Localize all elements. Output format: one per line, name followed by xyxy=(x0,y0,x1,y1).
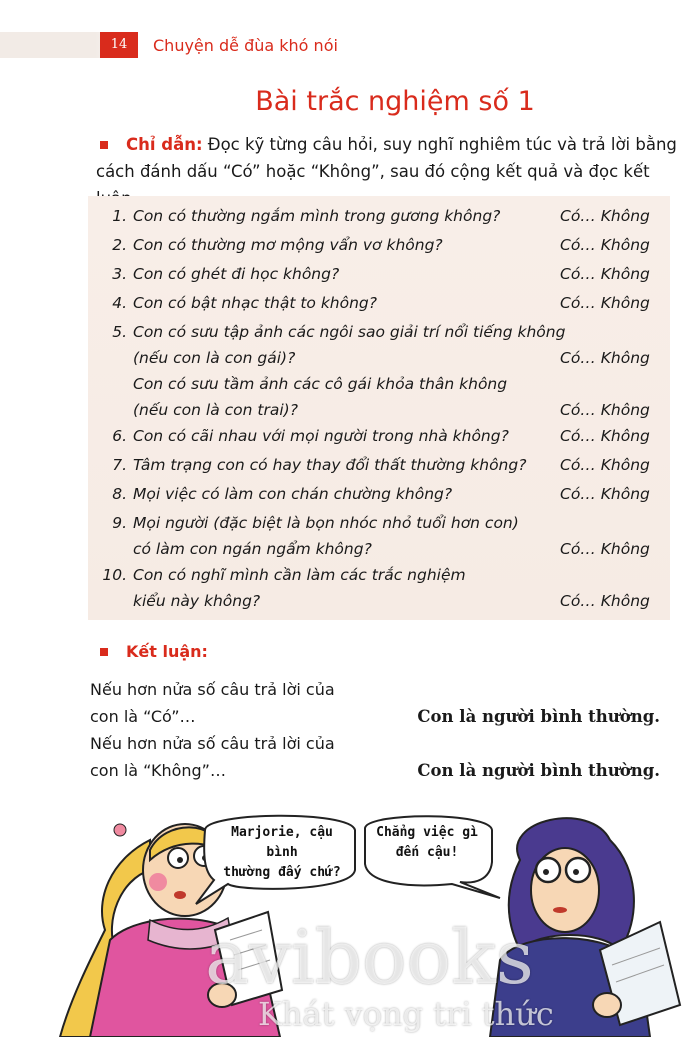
question-line: Mọi việc có làm con chán chường không? xyxy=(133,485,453,503)
answer-options: Có… Không xyxy=(560,592,650,610)
question-text xyxy=(133,319,565,371)
conclusion-row1-line1: Nếu hơn nửa số câu trả lời của xyxy=(90,680,335,699)
watermark-slogan: Khát vọng tri thức xyxy=(258,995,554,1033)
conclusion-row1-line2: con là “Có”… xyxy=(90,707,196,726)
question-number: 7. xyxy=(112,456,127,474)
speech-bubble-right-text xyxy=(366,823,488,863)
instructions-line-2: cách đánh dấu “Có” hoặc “Không”, sau đó cộng kết quả và đọc kết xyxy=(96,162,650,181)
question-line: Con có cãi nhau với mọi người trong nhà không? xyxy=(133,427,509,445)
answer-options: Có… Không xyxy=(560,265,650,283)
conclusion-label: Kết luận: xyxy=(126,642,208,661)
question-number: 10. xyxy=(102,566,127,584)
question-line: có làm con ngán ngẩm không? xyxy=(133,540,372,558)
question-text xyxy=(133,423,509,449)
question-number: 2. xyxy=(112,236,127,254)
question-text xyxy=(133,232,443,258)
question-line: Con có nghĩ mình cần làm các trắc nghiệm xyxy=(133,566,466,584)
question-item xyxy=(100,232,443,258)
watermark-brand: avibooks xyxy=(205,915,534,1001)
answer-options: Có… Không xyxy=(560,540,650,558)
question-line: Con có sưu tầm ảnh các cô gái khỏa thân không xyxy=(133,375,508,393)
question-line: Con có ghét đi học không? xyxy=(133,265,340,283)
running-title: Chuyện dễ đùa khó nói xyxy=(153,36,338,55)
answer-options: Có… Không xyxy=(560,349,650,367)
question-number: 3. xyxy=(112,265,127,283)
question-text xyxy=(133,562,466,614)
question-line: Mọi người (đặc biệt là bọn nhóc nhỏ tuổi hơn con) xyxy=(133,514,519,532)
answer-options: Có… Không xyxy=(560,236,650,254)
question-line: Con có thường ngắm mình trong gương không? xyxy=(133,207,501,225)
question-item xyxy=(100,203,500,229)
question-item xyxy=(100,290,377,316)
conclusion-row2-line2: con là “Không”… xyxy=(90,761,226,780)
answer-options: Có… Không xyxy=(560,207,650,225)
quiz-title: Bài trắc nghiệm số 1 xyxy=(255,86,535,117)
question-text xyxy=(133,481,452,507)
question-line: kiểu này không? xyxy=(133,592,261,610)
conclusion-row2-result: Con là người bình thường. xyxy=(417,761,660,780)
question-item xyxy=(100,452,526,478)
answer-options: Có… Không xyxy=(560,456,650,474)
speech-right-line-2: đến cậu! xyxy=(395,845,459,860)
question-number: 9. xyxy=(112,514,127,532)
question-item xyxy=(100,371,507,423)
speech-left-line-2: thường đấy chứ? xyxy=(223,865,341,880)
instructions-label: Chỉ dẫn: xyxy=(126,135,203,154)
page-number: 14 xyxy=(100,32,138,58)
conclusion-row2-line1: Nếu hơn nửa số câu trả lời của xyxy=(90,734,335,753)
answer-options: Có… Không xyxy=(560,294,650,312)
question-line: Con có bật nhạc thật to không? xyxy=(133,294,377,312)
question-text xyxy=(133,510,519,562)
question-line: Tâm trạng con có hay thay đổi thất thường không? xyxy=(133,456,527,474)
answer-options: Có… Không xyxy=(560,485,650,503)
conclusion-row1-result: Con là người bình thường. xyxy=(417,707,660,726)
question-number: 6. xyxy=(112,427,127,445)
question-number: 4. xyxy=(112,294,127,312)
question-number: 1. xyxy=(112,207,127,225)
question-line: Con có sưu tập ảnh các ngôi sao giải trí nổi tiếng không xyxy=(133,323,566,341)
question-line: (nếu con là con trai)? xyxy=(133,401,298,419)
question-number: 5. xyxy=(112,323,127,341)
question-text xyxy=(133,203,500,229)
question-item xyxy=(100,562,466,614)
question-item xyxy=(100,481,452,507)
question-text xyxy=(133,261,339,287)
bullet-icon xyxy=(100,648,108,656)
question-line: Con có thường mơ mộng vẩn vơ không? xyxy=(133,236,443,254)
question-text xyxy=(133,452,526,478)
question-text xyxy=(133,371,507,423)
question-item xyxy=(100,510,519,562)
speech-right-line-1: Chẳng việc gì xyxy=(376,825,478,840)
question-item xyxy=(100,261,339,287)
speech-bubble-left-text xyxy=(212,823,352,883)
answer-options: Có… Không xyxy=(560,401,650,419)
answer-options: Có… Không xyxy=(560,427,650,445)
question-item xyxy=(100,423,509,449)
question-text xyxy=(133,290,377,316)
question-item xyxy=(100,319,565,371)
question-number: 8. xyxy=(112,485,127,503)
question-line: (nếu con là con gái)? xyxy=(133,349,296,367)
speech-left-line-1: Marjorie, cậu bình xyxy=(231,825,333,860)
instructions-line-1: Đọc kỹ từng câu hỏi, suy nghĩ nghiêm túc và trả lời bằng xyxy=(207,135,677,154)
